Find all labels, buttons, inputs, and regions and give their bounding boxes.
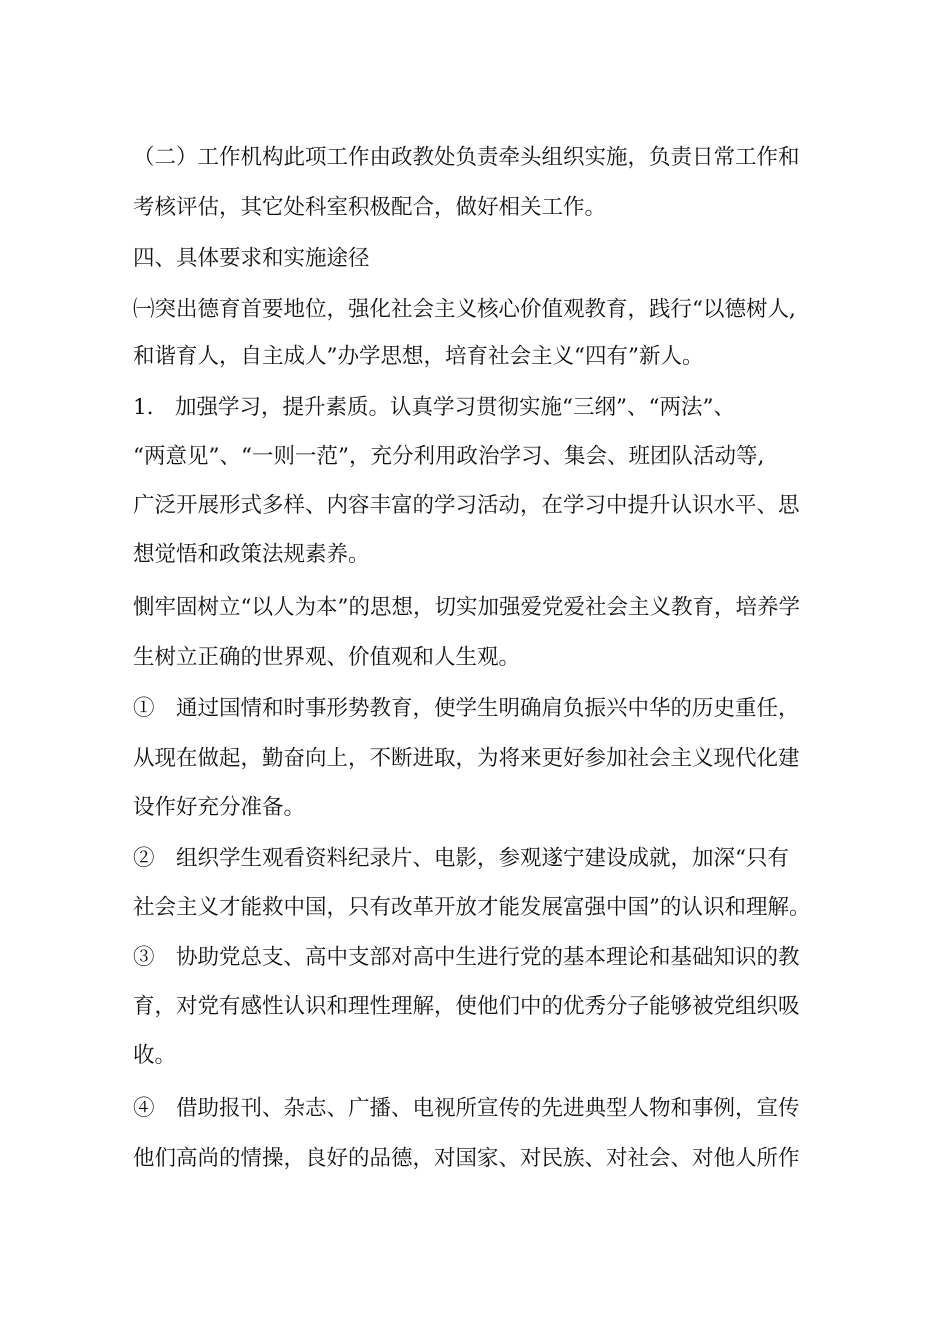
numbered-item-line: ④ 借助报刊、杂志、广播、电视所宣传的先进典型人物和事例，宣传 xyxy=(133,1096,800,1121)
paragraph-line: 和谐育人，自主成人”办学思想，培育社会主义“四有”新人。 xyxy=(133,344,704,369)
list-item-line: 广泛开展形式多样、内容丰富的学习活动，在学习中提升认识水平、思 xyxy=(133,493,800,518)
numbered-item-line: 收。 xyxy=(133,1043,177,1068)
paragraph-line: （二）工作机构此项工作由政教处负责牵头组织实施，负责日常工作和 xyxy=(133,145,800,170)
list-item-line: 1. 加强学习，提升素质。认真学习贯彻实施“三纲”、“两法”、 xyxy=(133,395,735,420)
list-item-line: “两意见”、“一则一范”，充分利用政治学习、集会、班团队活动等, xyxy=(133,444,765,469)
numbered-item-line: 他们高尚的情操，良好的品德，对国家、对民族、对社会、对他人所作 xyxy=(133,1146,800,1171)
numbered-item-line: 设作好充分准备。 xyxy=(133,795,306,820)
numbered-item-line: 社会主义才能救中国，只有改革开放才能发展富强中国”的认识和理解。 xyxy=(133,895,811,920)
list-item-line: 想觉悟和政策法规素养。 xyxy=(133,542,370,567)
numbered-item-line: 育，对党有感性认识和理性理解，使他们中的优秀分子能够被党组织吸 xyxy=(133,994,800,1019)
section-heading: 四、具体要求和实施途径 xyxy=(133,246,370,271)
paragraph-line: ㈠突出德育首要地位，强化社会主义核心价值观教育，践行“以德树人, xyxy=(133,297,796,322)
paragraph-line: 惻牢固树立“以人为本”的思想，切实加强爱党爱社会主义教育，培养学 xyxy=(133,595,800,620)
numbered-item-line: ① 通过国情和时事形势教育，使学生明确肩负振兴中华的历史重任， xyxy=(133,696,800,721)
numbered-item-line: 从现在做起，勤奋向上，不断进取，为将来更好参加社会主义现代化建 xyxy=(133,746,800,771)
numbered-item-line: ② 组织学生观看资料纪录片、电影，参观遂宁建设成就，加深“只有 xyxy=(133,846,789,871)
numbered-item-line: ③ 协助党总支、高中支部对高中生进行党的基本理论和基础知识的教 xyxy=(133,945,800,970)
paragraph-line: 生树立正确的世界观、价值观和人生观。 xyxy=(133,645,521,670)
paragraph-line: 考核评估，其它处科室积极配合，做好相关工作。 xyxy=(133,195,607,220)
